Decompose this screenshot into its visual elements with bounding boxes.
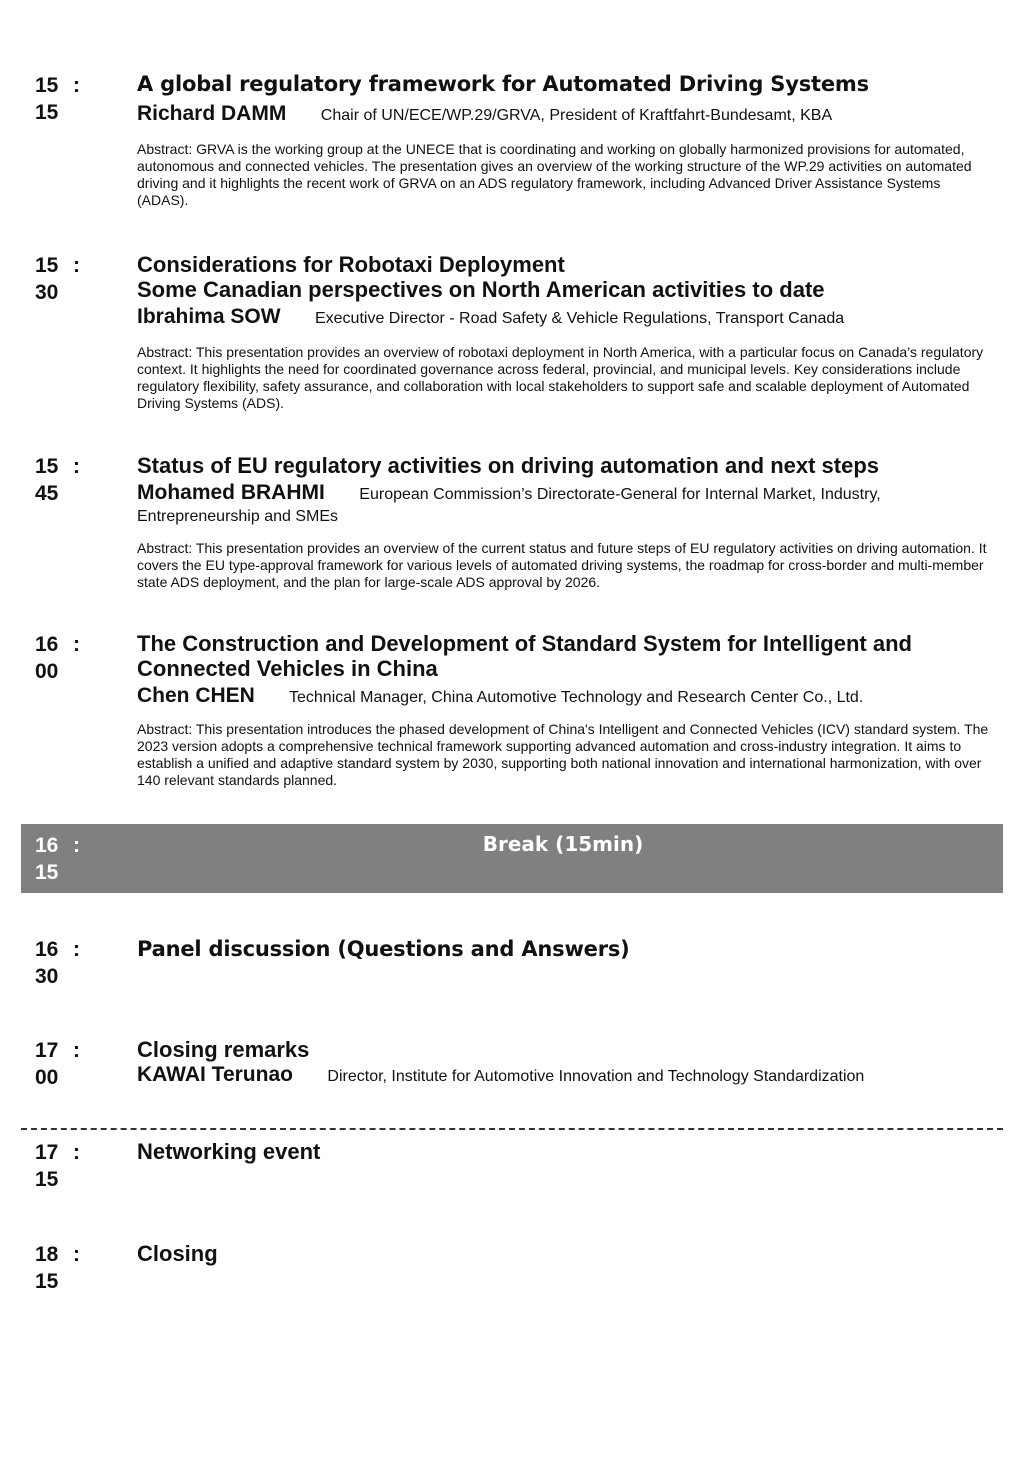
time-hour: 17	[35, 1039, 59, 1062]
session-abstract: Abstract: GRVA is the working group at the UNECE that is coordinating and working on globally harmonized provisions for automated, autonomous and connected vehicles. The presentation gives an overview of the working structure of the WP.29 activities on automated driving and it highlights the recent work of GRVA on an ADS regulatory framework, including Advanced Driver Assistance Systems (ADAS).	[137, 141, 972, 208]
session-abstract: Abstract: This presentation provides an overview of robotaxi deployment in North America, with a particular focus on Canada’s regulatory context. It highlights the need for coordinated governance across federal, provincial, and municipal levels. Key considerations include regulatory flexibility, safety assurance, and collaboration with local stakeholders to support safe and scalable deployment of Automated Driving Systems (ADS).	[137, 344, 984, 411]
time-slot	[35, 1241, 95, 1295]
time-minute: 00	[35, 660, 59, 683]
speaker-role: European Commission’s Directorate-General for Internal Market, Industry, Entrepreneurship and SMEs	[137, 486, 881, 525]
time-colon: :	[73, 254, 80, 277]
time-slot	[35, 1139, 95, 1193]
session-title: A global regulatory framework for Automated Driving Systems	[137, 72, 869, 96]
time-hour: 18	[35, 1243, 59, 1266]
time-colon: :	[73, 1243, 80, 1266]
time-colon: :	[73, 455, 80, 478]
time-slot	[35, 252, 95, 306]
time-colon: :	[73, 633, 80, 656]
time-colon: :	[73, 1039, 80, 1062]
time-slot	[35, 72, 95, 126]
session-abstract: Abstract: This presentation provides an overview of the current status and future steps of EU regulatory activities on driving automation. It covers the EU type-approval framework for various levels of automated driving systems, the roadmap for cross-border and multi-member state ADS deployment, and the plan for large-scale ADS approval by 2026.	[137, 540, 987, 590]
time-minute: 15	[35, 1168, 59, 1191]
speaker-name: Ibrahima SOW	[137, 305, 281, 328]
time-hour: 16	[35, 633, 59, 656]
speaker-name: Richard DAMM	[137, 102, 287, 125]
session-title-line-2: Connected Vehicles in China	[137, 656, 438, 681]
time-minute: 30	[35, 281, 59, 304]
closing-remarks-title: Closing remarks	[137, 1037, 310, 1062]
speaker-role: Chair of UN/ECE/WP.29/GRVA, President of Kraftfahrt-Bundesamt, KBA	[320, 107, 833, 124]
time-hour: 15	[35, 455, 59, 478]
time-hour: 15	[35, 74, 59, 97]
break-bar	[21, 824, 1003, 893]
time-slot	[35, 936, 95, 990]
time-minute: 15	[35, 1270, 59, 1293]
time-hour: 16	[35, 834, 59, 857]
time-colon: :	[73, 74, 80, 97]
time-hour: 15	[35, 254, 59, 277]
time-minute: 15	[35, 101, 59, 124]
time-slot	[35, 631, 95, 685]
time-minute: 00	[35, 1066, 59, 1089]
session-title: Considerations for Robotaxi Deployment	[137, 252, 565, 277]
time-minute: 45	[35, 482, 59, 505]
time-colon: :	[73, 1141, 80, 1164]
time-hour: 16	[35, 938, 59, 961]
time-colon: :	[73, 938, 80, 961]
time-slot	[35, 453, 95, 507]
section-divider	[21, 1128, 1003, 1130]
speaker-name: Chen CHEN	[137, 684, 255, 707]
session-title: The Construction and Development of Standard System for Intelligent and	[137, 631, 912, 656]
session-title: Status of EU regulatory activities on driving automation and next steps	[137, 453, 880, 478]
time-colon: :	[73, 834, 80, 857]
time-minute: 15	[35, 861, 59, 884]
panel-title: Panel discussion (Questions and Answers)	[137, 937, 630, 961]
speaker-role: Director, Institute for Automotive Innovation and Technology Standardization	[327, 1068, 865, 1085]
closing-title: Closing	[137, 1241, 218, 1266]
time-slot	[35, 1037, 95, 1091]
time-hour: 17	[35, 1141, 59, 1164]
time-minute: 30	[35, 965, 59, 988]
break-label: Break (15min)	[482, 832, 644, 856]
session-subtitle: Some Canadian perspectives on North American activities to date	[137, 277, 825, 302]
speaker-role: Executive Director - Road Safety & Vehicle Regulations, Transport Canada	[314, 310, 845, 327]
speaker-role: Technical Manager, China Automotive Technology and Research Center Co., Ltd.	[289, 689, 864, 706]
speaker-name: Mohamed BRAHMI	[137, 481, 325, 504]
speaker-name: KAWAI Terunao	[137, 1063, 293, 1086]
session-abstract: Abstract: This presentation introduces the phased development of China's Intelligent and Connected Vehicles (ICV) standard system. The 2023 version adopts a comprehensive technical framework supporting advanced automation and cross-industry integration. It aims to establish a unified and adaptive standard system by 2030, supporting both national innovation and international harmonization, with over 140 relevant standards planned.	[137, 721, 989, 788]
networking-title: Networking event	[137, 1139, 321, 1164]
